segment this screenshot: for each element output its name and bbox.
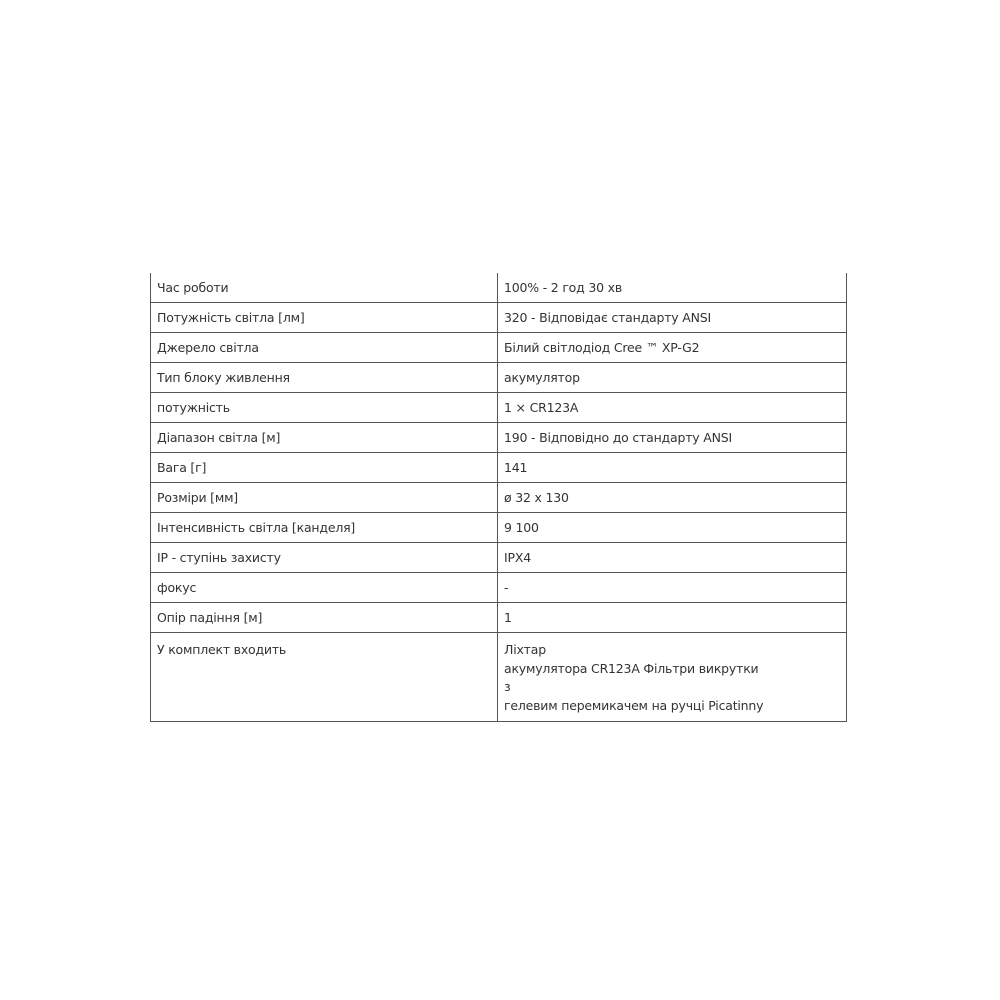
spec-label: У комплект входить <box>151 633 498 722</box>
package-line: акумулятора CR123A Фільтри викрутки <box>504 660 759 676</box>
table-row <box>151 333 847 363</box>
spec-label: Вага [г] <box>151 453 498 483</box>
spec-table <box>150 273 847 722</box>
spec-value: акумулятор <box>498 363 847 393</box>
table-row <box>151 483 847 513</box>
table-row <box>151 573 847 603</box>
spec-value: 1 <box>498 603 847 633</box>
spec-value: ø 32 x 130 <box>498 483 847 513</box>
table-row <box>151 423 847 453</box>
spec-label: Час роботи <box>151 273 498 303</box>
table-row <box>151 513 847 543</box>
package-line: Ліхтар <box>504 642 546 657</box>
spec-label: Інтенсивність світла [канделя] <box>151 513 498 543</box>
spec-label: Опір падіння [м] <box>151 603 498 633</box>
spec-table-body <box>151 273 847 722</box>
spec-value: IPX4 <box>498 543 847 573</box>
table-row <box>151 273 847 303</box>
spec-value: 320 - Відповідає стандарту ANSI <box>498 303 847 333</box>
spec-value: 1 × CR123A <box>498 393 847 423</box>
spec-value: 190 - Відповідно до стандарту ANSI <box>498 423 847 453</box>
spec-label: IP - ступінь захисту <box>151 543 498 573</box>
spec-value: Білий світлодіод Cree ™ XP-G2 <box>498 333 847 363</box>
package-line: гелевим перемикачем на ручці Picatinny <box>504 697 764 713</box>
spec-value <box>498 633 847 722</box>
spec-label: Діапазон світла [м] <box>151 423 498 453</box>
spec-label: Потужність світла [лм] <box>151 303 498 333</box>
table-row <box>151 453 847 483</box>
spec-label: Джерело світла <box>151 333 498 363</box>
spec-label: Розміри [мм] <box>151 483 498 513</box>
table-row <box>151 393 847 423</box>
table-row <box>151 363 847 393</box>
package-line: з <box>504 679 511 694</box>
spec-label: фокус <box>151 573 498 603</box>
spec-value: 100% - 2 год 30 хв <box>498 273 847 303</box>
table-row <box>151 543 847 573</box>
spec-value: 9 100 <box>498 513 847 543</box>
table-row <box>151 633 847 722</box>
table-row <box>151 303 847 333</box>
table-row <box>151 603 847 633</box>
spec-value: - <box>498 573 847 603</box>
spec-label: потужність <box>151 393 498 423</box>
spec-label: Тип блоку живлення <box>151 363 498 393</box>
spec-value: 141 <box>498 453 847 483</box>
